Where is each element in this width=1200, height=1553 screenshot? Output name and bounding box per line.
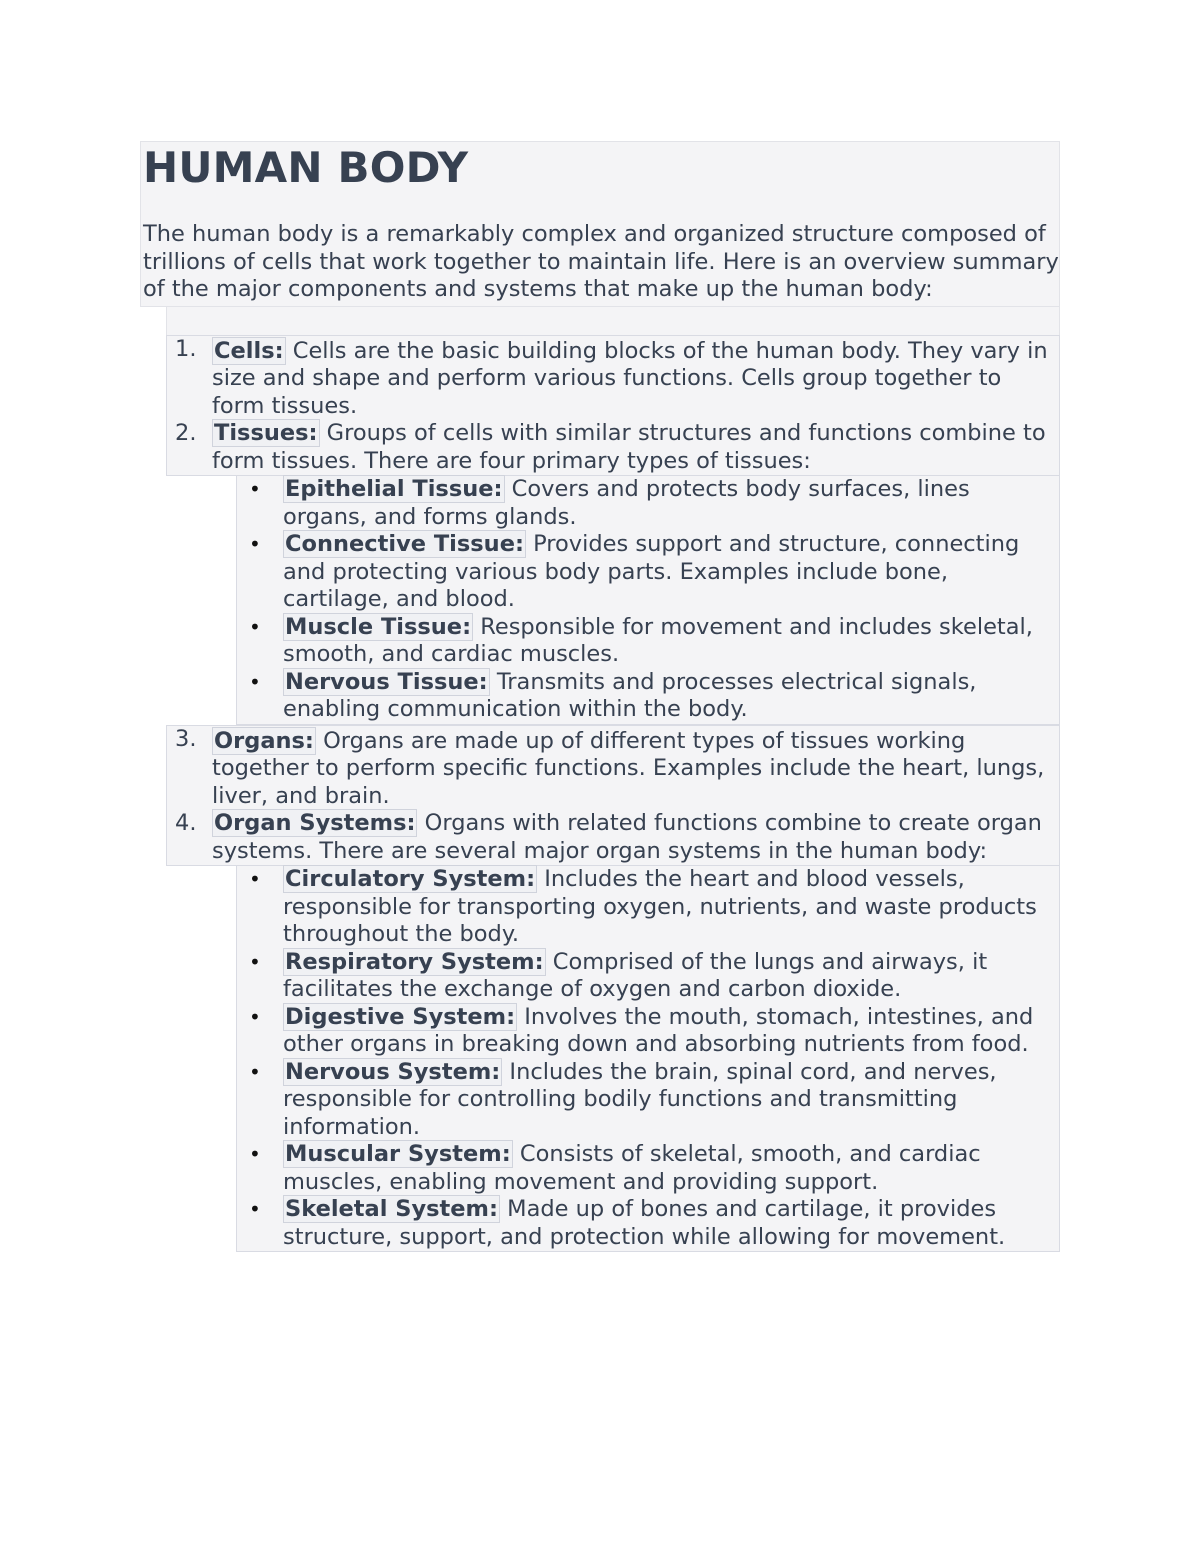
list-item [237, 531, 1059, 614]
list-text: Covers and protects body surfaces, lines organs, and forms glands. [283, 476, 970, 530]
list-item [237, 866, 1059, 949]
list-term: Skeletal System: [285, 1196, 499, 1222]
bullet-icon: • [249, 1197, 261, 1221]
intro-section [140, 141, 1060, 307]
intro-paragraph: The human body is a remarkably complex and organized structure composed of trillions of cells that work together to maintain life. Here is an overview summary of the major components and systems that make up the human body: [143, 221, 1059, 302]
list-item [237, 1004, 1059, 1059]
list-text: Transmits and processes electrical signals, enabling communication within the body. [283, 668, 977, 722]
list-text: Organs are made up of different types of tissues working together to perform specific functions. Examples include the heart, lungs, liver, and brain. [212, 727, 1045, 809]
list-term: Circulatory System: [285, 866, 536, 892]
list-term: Muscle Tissue: [285, 613, 472, 640]
list-term: Tissues: [214, 420, 318, 446]
list-item [167, 726, 1059, 811]
tissue-types-list [236, 476, 1060, 725]
list-text: Organs with related functions combine to create organ systems. There are several major organ systems in the human body: [212, 810, 1042, 864]
section-spacer [166, 307, 1060, 335]
bullet-icon: • [249, 1059, 261, 1084]
list-term: Nervous System: [285, 1058, 501, 1085]
list-number: 2. [175, 420, 197, 446]
list-text: Includes the brain, spinal cord, and nerves, responsible for controlling bodily functions and transmitting information. [283, 1058, 997, 1140]
list-item [237, 669, 1059, 724]
page-title: HUMAN BODY [143, 143, 469, 192]
organ-systems-list [236, 866, 1060, 1252]
list-term: Organs: [214, 727, 314, 754]
list-text: Provides support and structure, connecting and protecting various body parts. Examples include bone, cartilage, and blood. [283, 531, 1020, 612]
list-term: Epithelial Tissue: [285, 476, 503, 502]
list-term: Digestive System: [285, 1003, 516, 1030]
list-text: Cells are the basic building blocks of the human body. They vary in size and shape and perform various functions. Cells group together to form tissues. [212, 337, 1048, 419]
list-item [237, 614, 1059, 669]
bullet-icon: • [249, 669, 261, 694]
list-item [167, 810, 1059, 865]
bullet-icon: • [249, 532, 261, 556]
list-number: 4. [175, 810, 197, 836]
list-text: Involves the mouth, stomach, intestines, and other organs in breaking down and absorbing nutrients from food. [283, 1003, 1034, 1057]
document-page [140, 141, 1060, 1252]
list-text: Made up of bones and cartilage, it provides structure, support, and protection while allowing for movement. [283, 1196, 1006, 1250]
bullet-icon: • [249, 614, 261, 639]
list-number: 3. [175, 725, 197, 752]
list-item [167, 420, 1059, 475]
list-text: Includes the heart and blood vessels, responsible for transporting oxygen, nutrients, and waste products throughout the body. [283, 866, 1037, 947]
list-text: Comprised of the lungs and airways, it facilitates the exchange of oxygen and carbon dioxide. [283, 948, 988, 1002]
list-term: Connective Tissue: [285, 531, 524, 557]
bullet-icon: • [249, 867, 261, 891]
bullet-icon: • [249, 1142, 261, 1166]
list-item [237, 476, 1059, 531]
list-number: 1. [175, 335, 197, 362]
ordered-list-part-1 [166, 335, 1060, 477]
ordered-list-part-2 [166, 725, 1060, 867]
list-item [237, 1141, 1059, 1196]
list-text: Groups of cells with similar structures and functions combine to form tissues. There are four primary types of tissues: [212, 420, 1046, 474]
list-term: Organ Systems: [214, 810, 416, 836]
list-term: Cells: [214, 337, 284, 364]
list-item [237, 949, 1059, 1004]
bullet-icon: • [249, 949, 261, 974]
bullet-icon: • [249, 1004, 261, 1029]
list-item [167, 336, 1059, 421]
list-item [237, 1059, 1059, 1142]
list-term: Muscular System: [285, 1141, 511, 1167]
bullet-icon: • [249, 477, 261, 501]
list-text: Responsible for movement and includes skeletal, smooth, and cardiac muscles. [283, 613, 1033, 667]
list-term: Respiratory System: [285, 948, 544, 975]
list-term: Nervous Tissue: [285, 668, 488, 695]
list-text: Consists of skeletal, smooth, and cardiac muscles, enabling movement and providing support. [283, 1141, 981, 1195]
list-item [237, 1196, 1059, 1251]
